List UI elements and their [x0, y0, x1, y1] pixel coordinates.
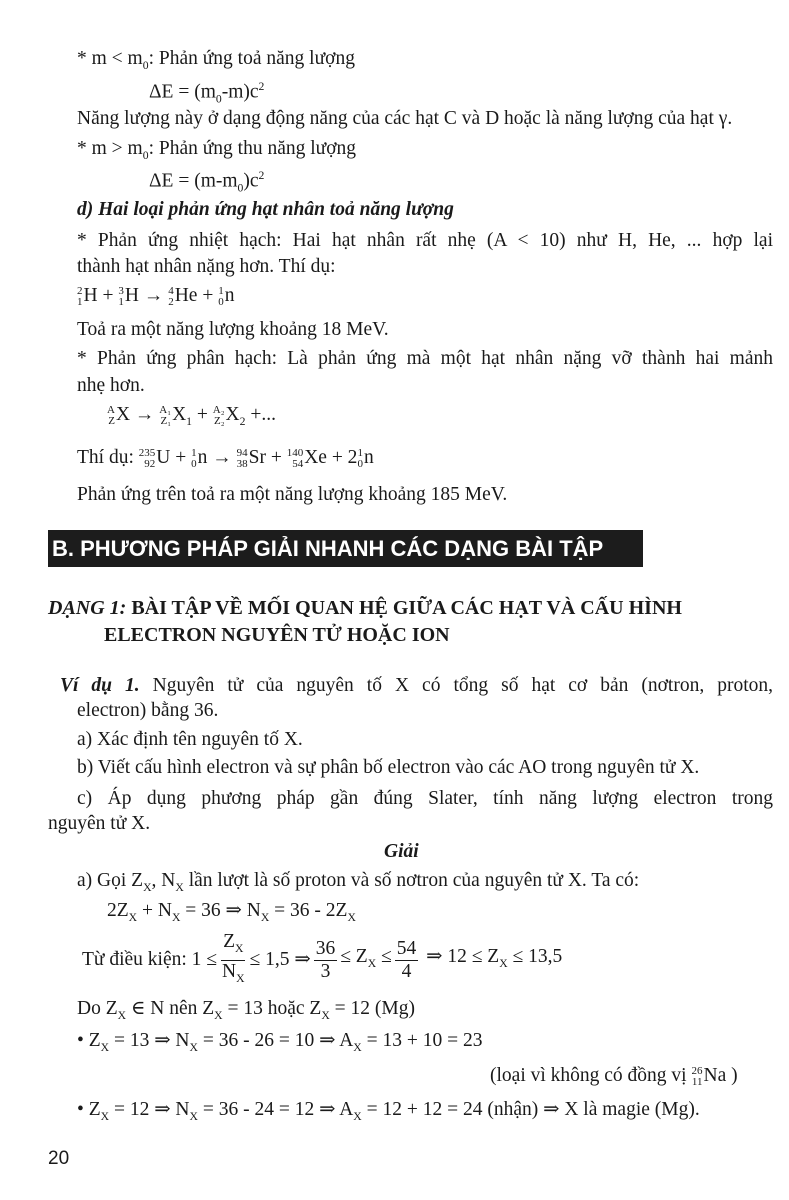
- fusion-energy: Toả ra một năng lượng khoảng 18 MeV.: [77, 319, 389, 340]
- example1-label: Ví dụ 1.: [60, 675, 140, 696]
- dang1-title-line1: BÀI TẬP VỀ MỐI QUAN HỆ GIỮA CÁC HẠT VÀ CẤU HÌNH: [131, 597, 682, 619]
- question-a: a) Xác định tên nguyên tố X.: [77, 729, 303, 750]
- dang1-heading: [48, 596, 682, 620]
- dang1-prefix: DẠNG 1:: [48, 597, 127, 619]
- case-z13: • $Z_X = 13$ ⇒ $N_X = 36 - 26 = 10$ ⇒ $A_X = 13 + 10 = 23$: [77, 1030, 483, 1054]
- energy-note: Năng lượng này ở dạng động năng của các hạt C và D hoặc là năng lượng của hạt γ.: [77, 108, 733, 129]
- fission-example-equation: Thí dụ: 235 92 U + 1 0 n → 94 38 Sr + 140 54 Xe + 2 1 0 n: [77, 446, 374, 470]
- dang1-title-line2: ELECTRON NGUYÊN TỬ HOẶC ION: [104, 624, 450, 646]
- fission-definition: * Phản ứng phân hạch: Là phản ứng mà một hạt nhân nặng vỡ thành hai mảnh: [77, 348, 773, 369]
- page-number: 20: [48, 1148, 70, 1169]
- case-z12: • $Z_X = 12$ ⇒ $N_X = 36 - 24 = 12$ ⇒ $A_X = 12 + 12 = 24$ (nhận) ⇒ X là magie (Mg).: [77, 1099, 700, 1123]
- section-b-banner: B. PHƯƠNG PHÁP GIẢI NHANH CÁC DẠNG BÀI TẬP: [48, 530, 643, 567]
- endothermic-equation: $\Delta E = (m-m_0)c^2$: [149, 169, 265, 195]
- fraction-54-over-4: $\frac{54}{4}$: [396, 937, 417, 982]
- integer-condition: Do $Z_X$ ∈ N nên $Z_X = 13$ hoặc $Z_X = 12$ (Mg): [77, 998, 415, 1022]
- fraction-z-over-n: $\frac{Z_X}{N_X}$: [222, 930, 245, 985]
- fission-energy: Phản ứng trên toả ra một năng lượng khoảng 185 MeV.: [77, 484, 508, 505]
- inequality-condition: Từ điều kiện: 1 ≤ $\frac{Z_X}{N_X}$ ≤ 1,5 ⇒ $\frac{36}{3}$ ≤ $Z_X$ ≤ $\frac{54}{4}$ ⇒ $12 \le Z_X \le 13,5$: [82, 934, 562, 986]
- question-c: c) Áp dụng phương pháp gần đúng Slater, tính năng lượng electron trong: [77, 788, 773, 809]
- solution-line-a: a) Gọi $Z_X$, $N_X$ lần lượt là số proton và số nơtron của nguyên tử X. Ta có:: [77, 870, 640, 894]
- equation-total-particles: $2Z_X + N_X = 36$ ⇒ $N_X = 36 - 2Z_X$: [107, 900, 356, 924]
- question-b: b) Viết cấu hình electron và sự phân bố electron vào các AO trong nguyên tử X.: [77, 757, 700, 778]
- fraction-36-over-3: $\frac{36}{3}$: [315, 937, 336, 982]
- fission-definition-cont: nhẹ hơn.: [77, 375, 145, 396]
- fission-general-equation: A Z X → A₁ Z₁ $X_1$ + A₂ Z₂ $X_2$ +...: [107, 403, 276, 428]
- solution-heading: Giải: [384, 841, 419, 862]
- fusion-definition: * Phản ứng nhiệt hạch: Hai hạt nhân rất nhẹ (A < 10) như H, He, ... hợp lại: [77, 230, 773, 251]
- question-c-cont: nguyên tử X.: [48, 813, 151, 834]
- section-d-heading: d) Hai loại phản ứng hạt nhân toả năng lượng: [77, 199, 454, 220]
- endothermic-condition: * $m > m_0$: Phản ứng thu năng lượng: [77, 138, 357, 162]
- fusion-definition-cont: thành hạt nhân nặng hơn. Thí dụ:: [77, 256, 336, 277]
- exothermic-equation: $\Delta E = (m_0-m)c^2$: [149, 80, 265, 106]
- example1-stem: Ví dụ 1. Nguyên tử của nguyên tố X có tổng số hạt cơ bản (nơtron, proton,: [60, 675, 773, 696]
- case-z13-rejection-note: (loại vì không có đồng vị 26 11 Na ): [490, 1064, 738, 1088]
- example1-stem-cont: electron) bằng 36.: [77, 700, 219, 721]
- fusion-equation: 2 1 H + 3 1 H → 4 2 He + 1 0 n: [77, 284, 235, 308]
- exothermic-condition: * $m < m_0$: Phản ứng toả năng lượng: [77, 48, 355, 72]
